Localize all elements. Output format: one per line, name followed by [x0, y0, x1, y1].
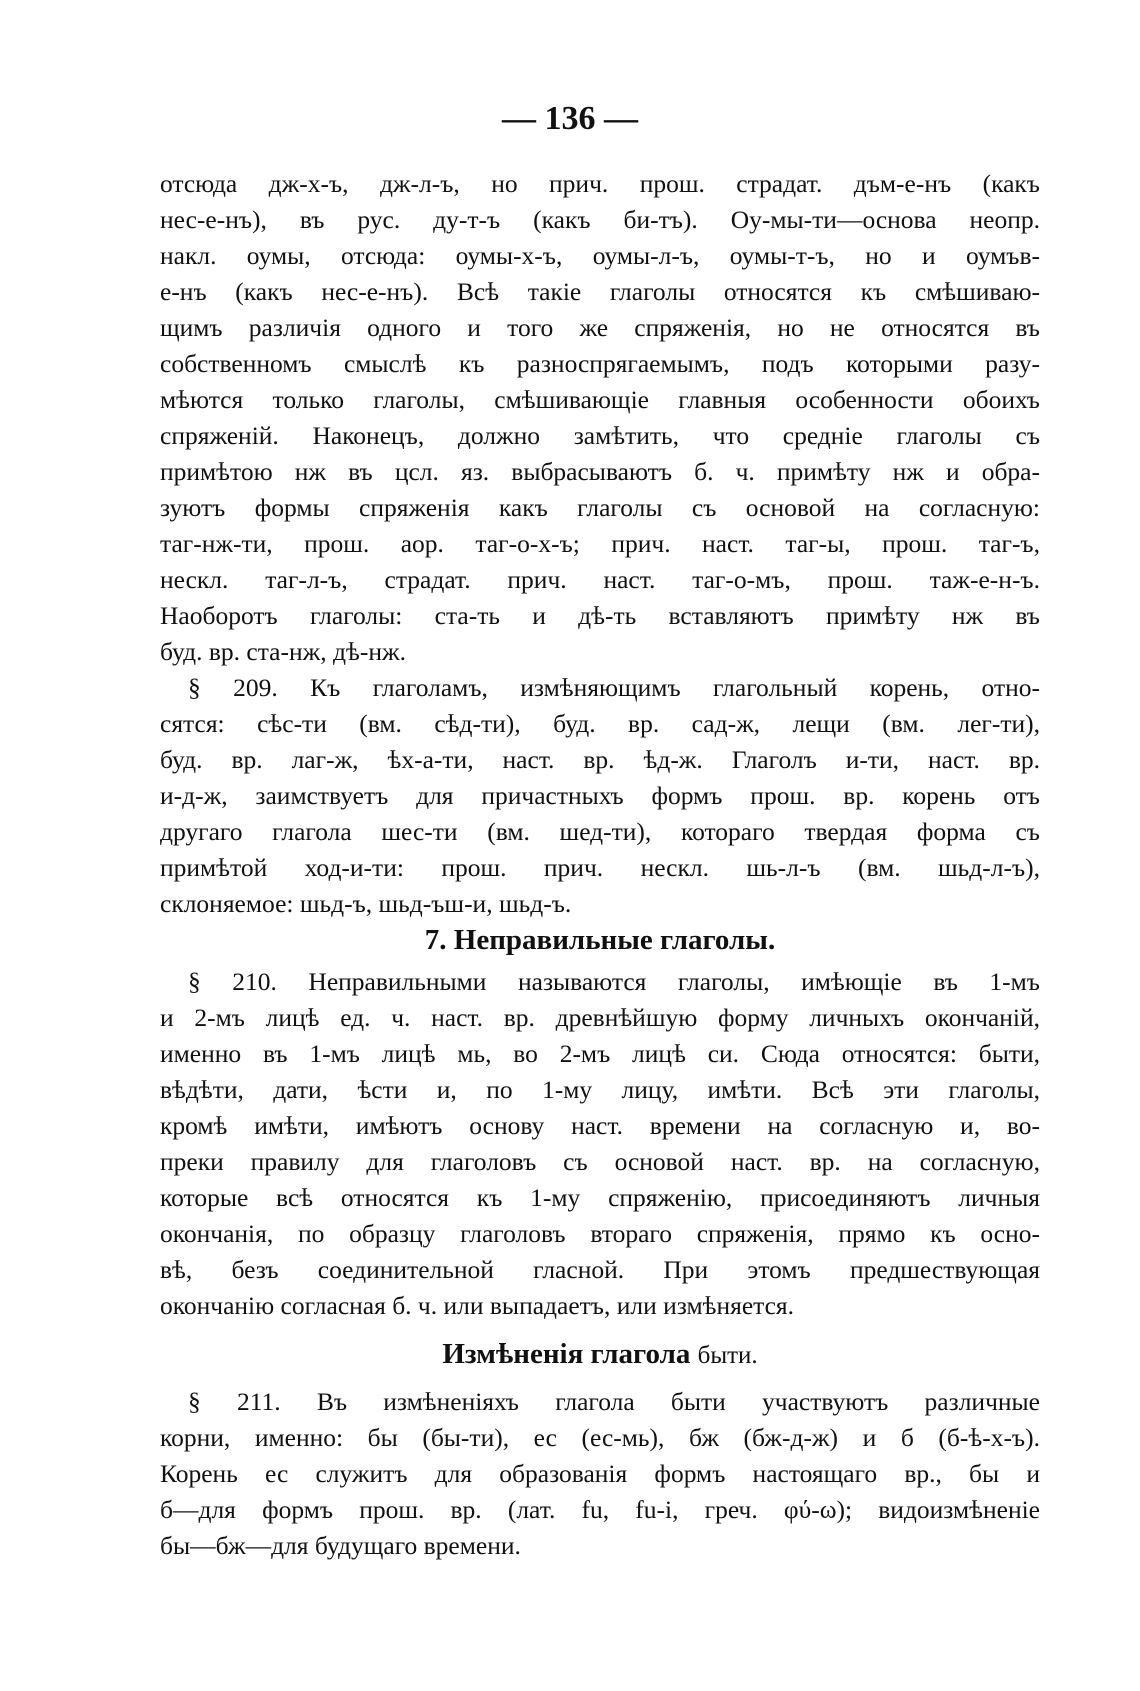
text-line: сятся: сѣс-ти (вм. сѣд-ти), буд. вр. сад-ж, лещи (вм. лег-ти), [160, 709, 1040, 738]
text-line: буд. вр. ста-нж, дѣ-нж. [160, 637, 406, 666]
text-line: б—для формъ прош. вр. (лат. fu, fu-i, греч. φύ-ω); видоизмѣненiе [160, 1495, 1040, 1524]
text-line: окончанiю согласная б. ч. или выпадаетъ, или измѣняется. [160, 1291, 795, 1320]
text-line: нес-е-нъ), въ рус. ду-т-ъ (какъ би-тъ). Оу-мы-ти—основа неопр. [160, 205, 1040, 234]
section-heading-irregular-verbs [160, 918, 1040, 962]
text-line: которые всѣ относятся къ 1-му спряженiю, присоединяютъ личныя [160, 1183, 1040, 1212]
text-line: склоняемое: шьд-ъ, шьд-ъш-и, шьд-ъ. [160, 889, 572, 918]
text-line: накл. оумы, отсюда: оумы-х-ъ, оумы-л-ъ, оумы-т-ъ, но и оумъв- [160, 241, 1040, 270]
text-line: нескл. таг-л-ъ, страдат. прич. наст. таг-о-мъ, прош. таж-е-н-ъ. [160, 565, 1040, 594]
text-line: и-д-ж, заимствуетъ для причастныхъ формъ прош. вр. корень отъ [160, 781, 1040, 810]
text-line: спряженiй. Наконецъ, должно замѣтить, что среднiе глаголы съ [160, 421, 1040, 450]
text-line: Корень ес служитъ для образованiя формъ настоящаго вр., бы и [160, 1459, 1040, 1488]
text-line: е-нъ (какъ нес-е-нъ). Всѣ такiе глаголы относятся къ смѣшиваю- [160, 277, 1040, 306]
section-210 [160, 964, 1040, 1324]
text-line: бы—бж—для будущаго времени. [160, 1531, 521, 1560]
section-209-first-line: § 209. Къ глаголамъ, измѣняющимъ глагольный корень, отно- [188, 673, 1040, 702]
text-line: буд. вр. лаг-ж, ѣх-а-ти, наст. вр. ѣд-ж. Глаголъ и-ти, наст. вр. [160, 745, 1040, 774]
heading-main: Измѣненiя глагола [442, 1338, 691, 1370]
text-line: зуютъ формы спряженiя какъ глаголы съ основой на согласную: [160, 493, 1040, 522]
text-line: Наоборотъ глаголы: ста-ть и дѣ-ть вставляютъ примѣту нж въ [160, 601, 1040, 630]
text-line: щимъ различiя одного и того же спряженiя, но не относятся въ [160, 313, 1040, 342]
heading-text: 7. Неправильные глаголы. [424, 924, 776, 956]
text-line: другаго глагола шес-ти (вм. шед-ти), котораго твердая форма съ [160, 817, 1040, 846]
text-line: кромѣ имѣти, имѣютъ основу наст. времени на согласную и, во- [160, 1111, 1040, 1140]
text-line: мѣются только глаголы, смѣшивающiе главныя особенности обоихъ [160, 385, 1040, 414]
heading-text [160, 1332, 1040, 1376]
text-line: таг-нж-ти, прош. аор. таг-о-х-ъ; прич. наст. таг-ы, прош. таг-ъ, [160, 529, 1040, 558]
text-line: именно въ 1-мъ лицѣ мь, во 2-мъ лицѣ си. Сюда относятся: быти, [160, 1039, 1040, 1068]
text-line: преки правилу для глаголовъ съ основой наст. вр. на согласную, [160, 1147, 1040, 1176]
text-line: примѣтою нж въ цсл. яз. выбрасываютъ б. ч. примѣту нж и обра- [160, 457, 1040, 486]
section-211 [160, 1384, 1040, 1564]
text-line: вѣдѣти, дати, ѣсти и, по 1-му лицу, имѣти. Всѣ эти глаголы, [160, 1075, 1040, 1104]
text-line: вѣ, безъ соединительной гласной. При этомъ предшествующая [160, 1255, 1040, 1284]
text-line: примѣтой ход-и-ти: прош. прич. нескл. шь-л-ъ (вм. шьд-л-ъ), [160, 853, 1040, 882]
section-heading-byti [160, 1332, 1040, 1376]
section-210-first-line: § 210. Неправильными называются глаголы, имѣющiе въ 1-мъ [188, 967, 1040, 996]
text-line: собственномъ смыслѣ къ разноспрягаемымъ, подъ которыми разу- [160, 349, 1040, 378]
text-line: окончанiя, по образцу глаголовъ втораго спряженiя, прямо къ осно- [160, 1219, 1040, 1248]
page-number: — 136 — [502, 100, 638, 137]
text-line: корни, именно: бы (бы-ти), ес (ес-мь), бж (бж-д-ж) и б (б-ѣ-х-ъ). [160, 1423, 1040, 1452]
paragraph-continuation [160, 166, 1040, 922]
heading-word: быти. [697, 1342, 758, 1369]
section-211-first-line: § 211. Въ измѣненiяхъ глагола быти участвуютъ различные [188, 1387, 1040, 1416]
text-line: и 2-мъ лицѣ ед. ч. наст. вр. древнѣйшую форму личныхъ окончанiй, [160, 1003, 1040, 1032]
text-line: отсюда дж-х-ъ, дж-л-ъ, но прич. прош. страдат. дъм-е-нъ (какъ [160, 169, 1040, 198]
